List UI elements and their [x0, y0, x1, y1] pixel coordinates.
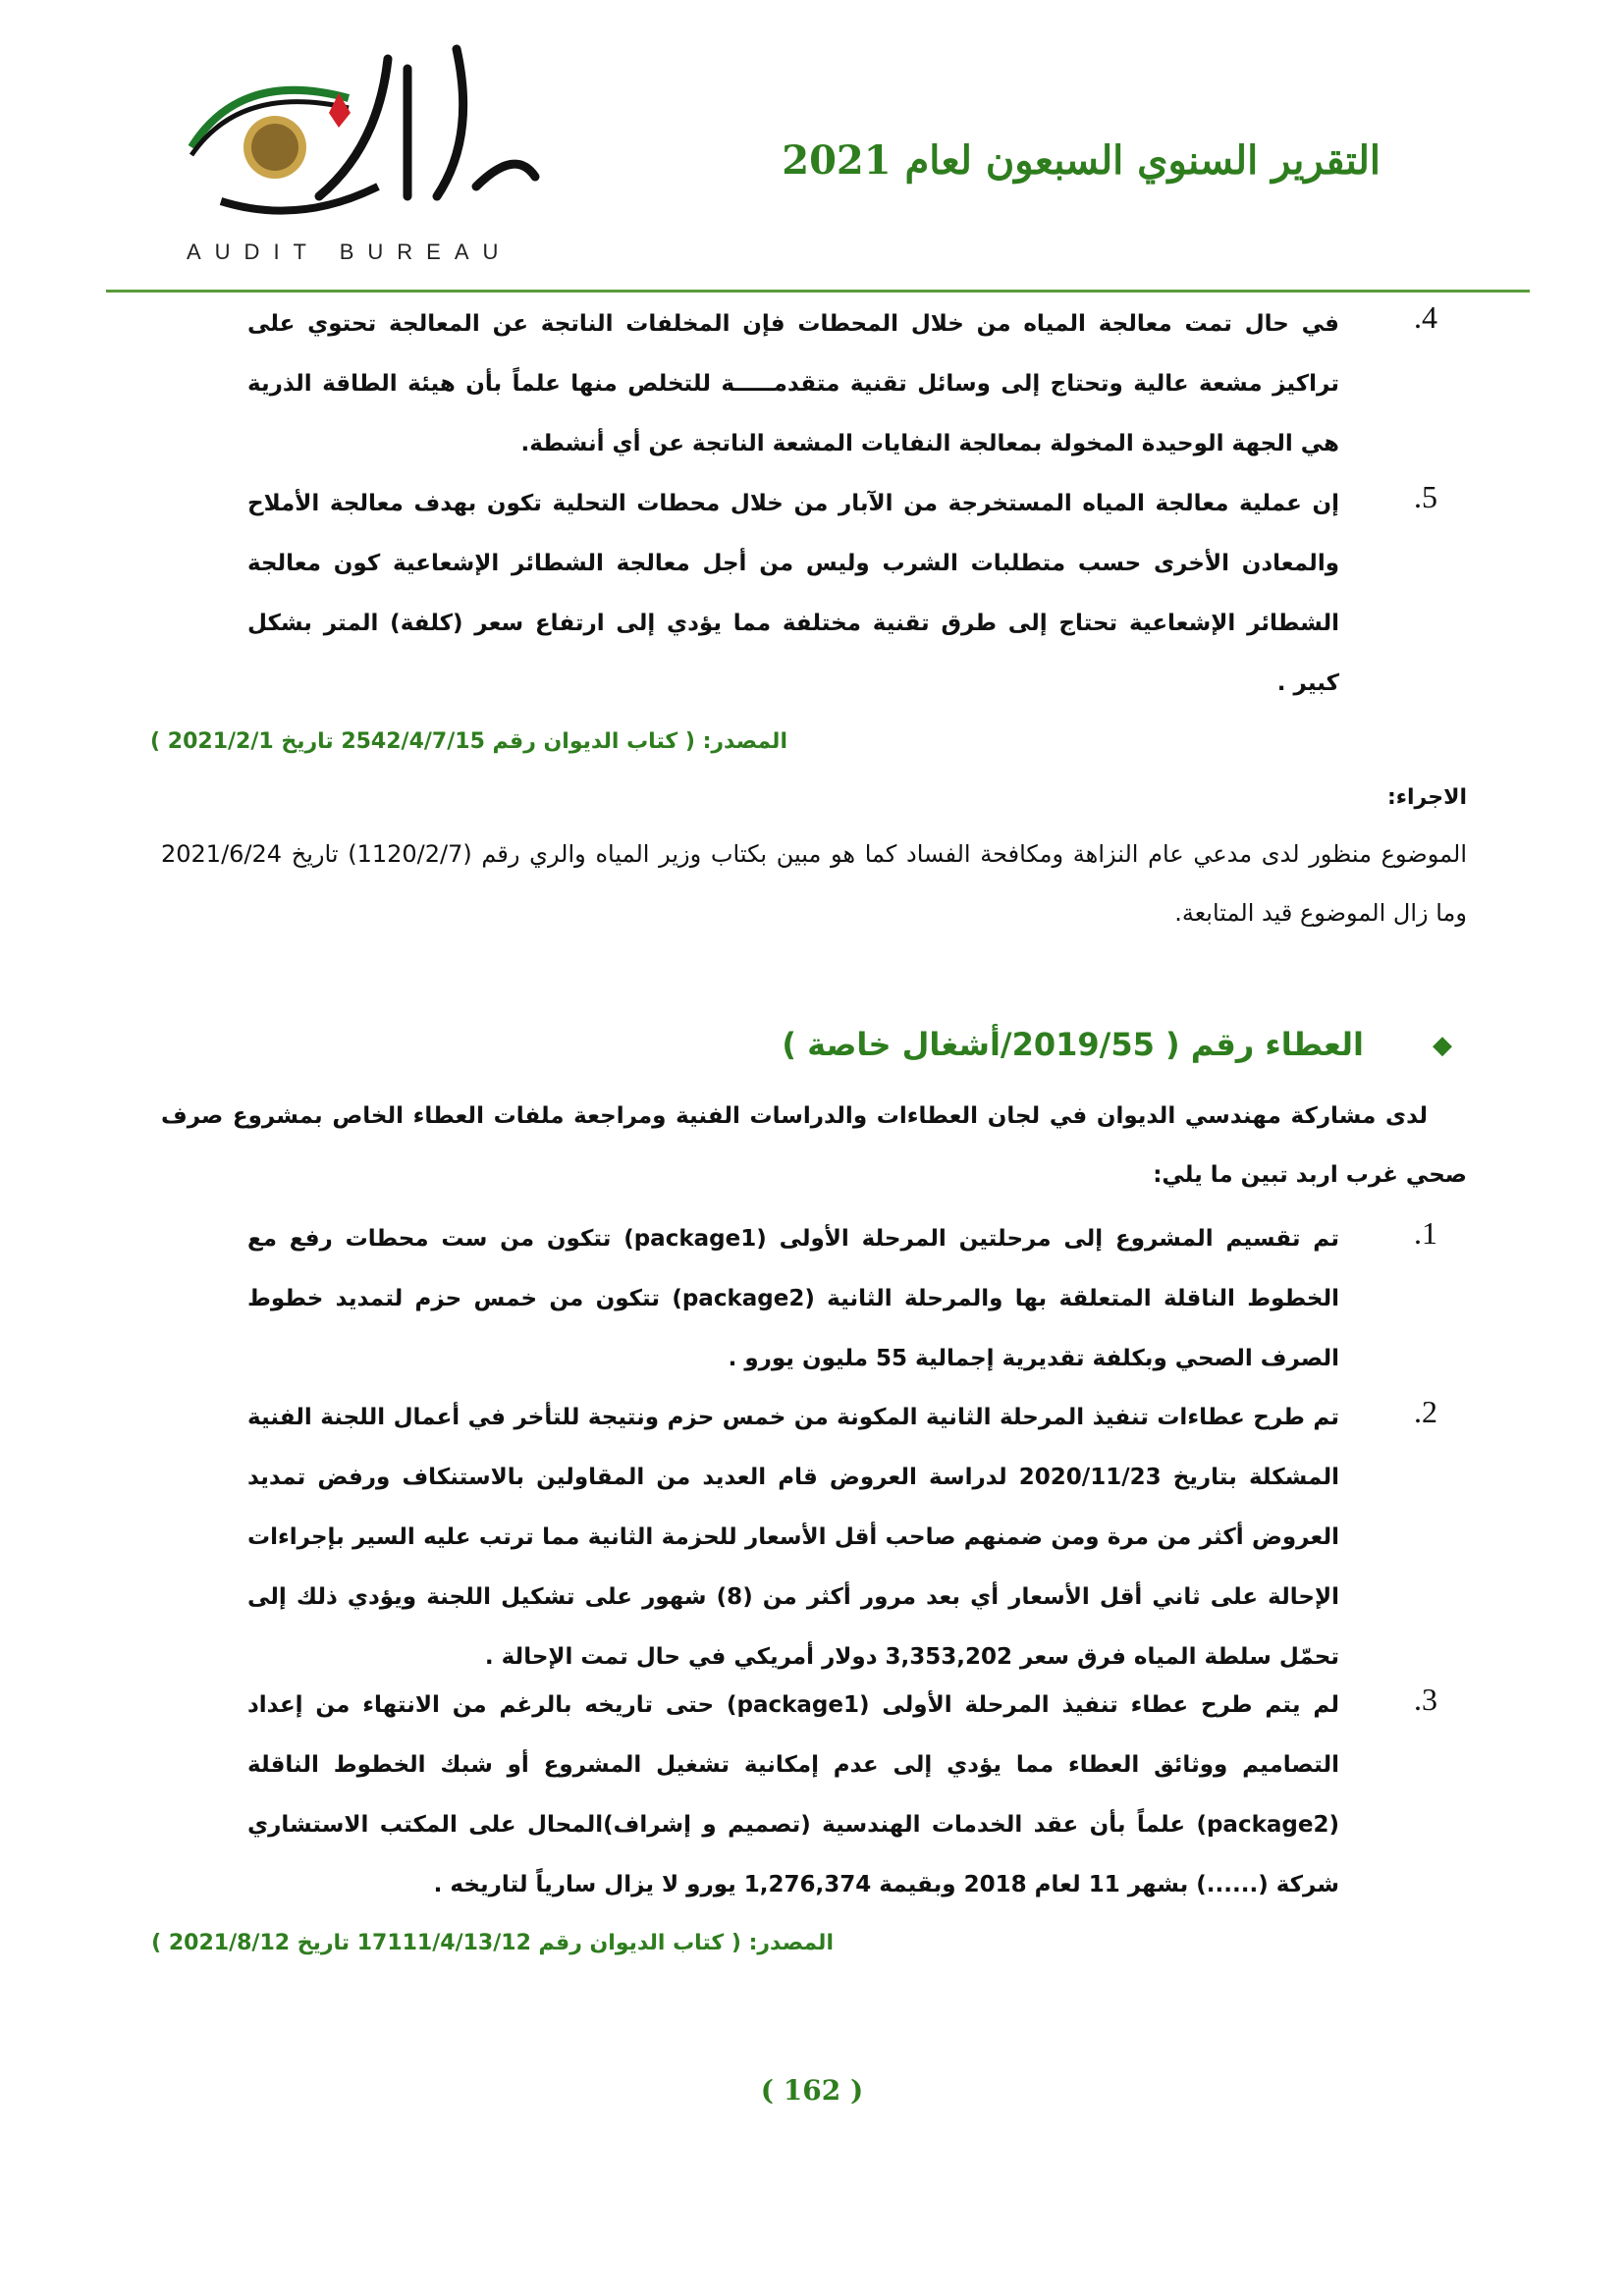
list-item: تم تقسيم المشروع إلى مرحلتين المرحلة الأولى (package1) تتكون من ست محطات رفع مع الخطوط الناقلة المتعلقة بها والمرحلة الثانية (package2) تتكون من خمس حزم لتمديد خطوط الصرف الصحي وبكلفة تقديرية إجمالية 55 مليون يورو . [247, 1226, 1339, 1371]
list-item: لم يتم طرح عطاء تنفيذ المرحلة الأولى (package1) حتى تاريخه بالرغم من الانتهاء من إعداد التصاميم ووثائق العطاء مما يؤدي إلى عدم إمكانية تشغيل المشروع أو شبك الخطوط الناقلة (package2) علماً بأن عقد الخدمات الهندسية (تصميم و إشراف)المحال على المكتب الاستشاري شركة (......) بشهر 11 لعام 2018 وبقيمة 1,276,374 يورو لا يزال سارياً لتاريخه . [247, 1692, 1339, 1897]
procedure-label: الاجراء: [1386, 785, 1467, 810]
item-number: .4 [1414, 299, 1437, 335]
item-number: .2 [1414, 1394, 1437, 1429]
item-number: .5 [1414, 479, 1437, 514]
logo-emblem-icon [182, 29, 555, 236]
intro-paragraph: لدى مشاركة مهندسي الديوان في لجان العطاءات والدراسات الفنية ومراجعة ملفات العطاء الخاص بمشروع صرف صحي غرب اربد تبين ما يلي: [161, 1103, 1467, 1188]
diamond-bullet-icon: ◆ [1433, 1031, 1452, 1060]
source-citation: المصدر: ( كتاب الديوان رقم 17111/4/13/12 تاريخ 2021/8/12 ) [151, 1931, 834, 1955]
audit-bureau-logo [182, 29, 555, 265]
logo-latin-text: AUDIT BUREAU [187, 240, 513, 264]
procedure-text: الموضوع منظور لدى مدعي عام النزاهة ومكافحة الفساد كما هو مبين بكتاب وزير المياه والري رقم (1120/2/7) تاريخ 2021/6/24 وما زال الموضوع قيد المتابعة. [161, 840, 1468, 927]
report-title: التقرير السنوي السبعون لعام 2021 [782, 137, 1380, 184]
item-number: .3 [1414, 1682, 1437, 1717]
list-item: تم طرح عطاءات تنفيذ المرحلة الثانية المكونة من خمس حزم ونتيجة للتأخر في أعمال اللجنة الفنية المشكلة بتاريخ 2020/11/23 لدراسة العروض قام العديد من المقاولين بالاستنكاف ورفض تمديد العروض أكثر من مرة ومن ضمنهم صاحب أقل الأسعار للحزمة الثانية مما ترتب عليه السير بإجراءات الإحالة على ثاني أقل الأسعار أي بعد مرور أكثر من (8) شهور على تشكيل اللجنة ويؤدي ذلك إلى تحمّل سلطة المياه فرق سعر 3,353,202 دولار أمريكي في حال تمت الإحالة . [247, 1405, 1340, 1670]
list-item: إن عملية معالجة المياه المستخرجة من الآبار من خلال محطات التحلية تكون بهدف معالجة الأملاح والمعادن الأخرى حسب متطلبات الشرب وليس من أجل معالجة الشطائر الإشعاعية كون معالجة الشطائر الإشعاعية تحتاج إلى طرق تقنية مختلفة مما يؤدي إلى ارتفاع سعر (كلفة) المتر بشكل كبير . [247, 491, 1339, 696]
item-number: .1 [1414, 1215, 1437, 1251]
page-number: ( 162 ) [760, 2074, 864, 2107]
list-item: في حال تمت معالجة المياه من خلال المحطات فإن المخلفات الناتجة عن المعالجة تحتوي على تراكيز مشعة عالية وتحتاج إلى وسائل تقنية متقدمـــــة للتخلص منها علماً بأن هيئة الطاقة الذرية هي الجهة الوحيدة المخولة بمعالجة النفايات المشعة الناتجة عن أي أنشطة. [247, 311, 1339, 456]
section-heading: العطاء رقم ( 2019/55/أشغال خاصة ) [782, 1026, 1364, 1063]
header-divider [106, 290, 1530, 293]
source-citation: المصدر: ( كتاب الديوان رقم 2542/4/7/15 تاريخ 2021/2/1 ) [150, 729, 787, 754]
